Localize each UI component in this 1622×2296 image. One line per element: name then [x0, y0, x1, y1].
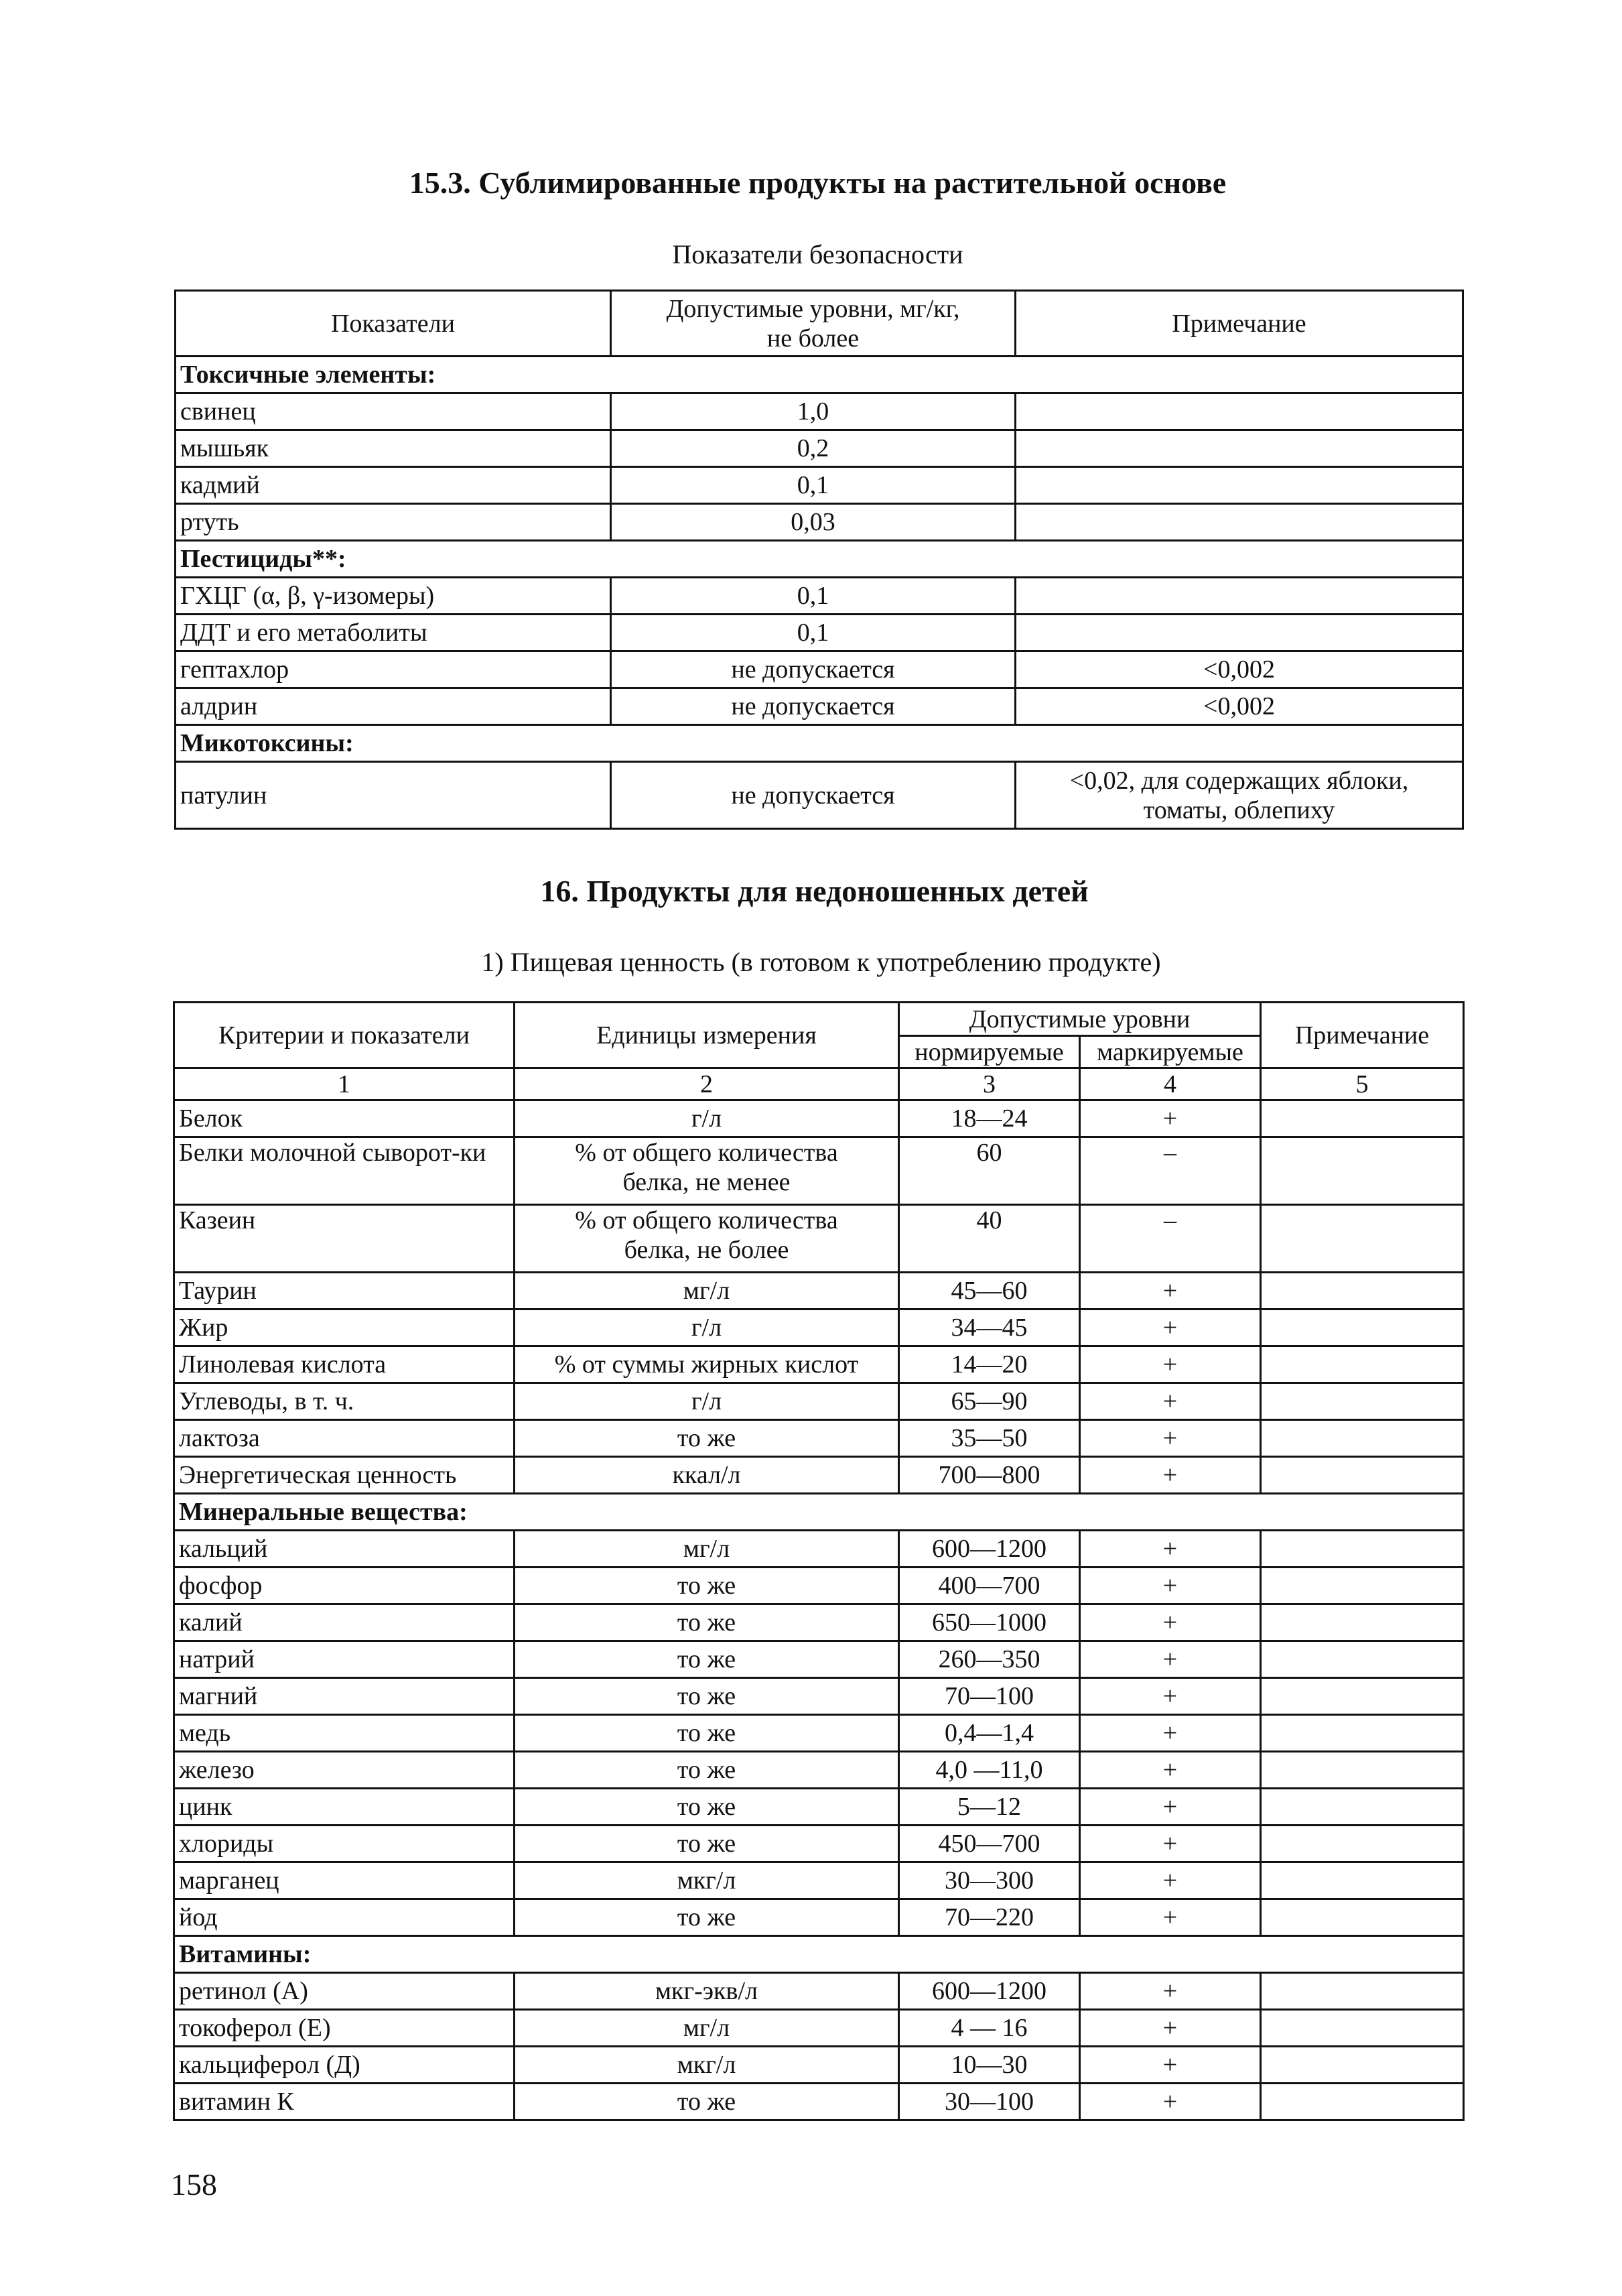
table-header-row [174, 1003, 1464, 1036]
table-row [176, 467, 1463, 504]
table-row [174, 1604, 1464, 1641]
note [1261, 2084, 1464, 2120]
note: <0,02, для содержащих яблоки, томаты, облепиху [1016, 762, 1463, 829]
table-row [176, 578, 1463, 615]
note [1261, 1826, 1464, 1862]
note [1261, 1531, 1464, 1568]
header-permitted-levels: Допустимые уровни, мг/кг, не более [611, 291, 1016, 357]
note [1261, 1346, 1464, 1383]
table-row [174, 1862, 1464, 1899]
group-heading-row [176, 541, 1463, 578]
table-row [174, 2047, 1464, 2084]
indicator-name: Углеводы, в т. ч. [174, 1383, 515, 1420]
unit: мг/л [515, 1273, 899, 1310]
normalized-level: 45—60 [899, 1273, 1080, 1310]
table-row [176, 651, 1463, 688]
indicator-name: магний [174, 1678, 515, 1715]
normalized-level: 34—45 [899, 1310, 1080, 1346]
permitted-level: не допускается [611, 762, 1016, 829]
table-row [174, 1715, 1464, 1752]
permitted-level: 1,0 [611, 393, 1016, 430]
table-row [174, 1457, 1464, 1494]
labeled-mark: + [1080, 1899, 1261, 1936]
table-row [174, 1346, 1464, 1383]
group-heading-row [174, 1494, 1464, 1531]
table-row [174, 1568, 1464, 1604]
labeled-mark: + [1080, 2047, 1261, 2084]
note [1261, 1973, 1464, 2010]
unit: то же [515, 1641, 899, 1678]
table-row [176, 688, 1463, 725]
unit: то же [515, 1789, 899, 1826]
indicator-name: йод [174, 1899, 515, 1936]
header-indicators: Показатели [176, 291, 611, 357]
indicator-name: фосфор [174, 1568, 515, 1604]
note [1261, 1205, 1464, 1273]
labeled-mark: + [1080, 1531, 1261, 1568]
labeled-mark: + [1080, 1457, 1261, 1494]
section-16-subtitle: 1) Пищевая ценность (в готовом к употреблению продукте) [481, 947, 1161, 977]
permitted-level: 0,1 [611, 467, 1016, 504]
indicator-name: Энергетическая ценность [174, 1457, 515, 1494]
unit: г/л [515, 1383, 899, 1420]
note [1261, 1568, 1464, 1604]
safety-indicators-table [174, 290, 1464, 830]
normalized-level: 400—700 [899, 1568, 1080, 1604]
permitted-level: 0,1 [611, 615, 1016, 651]
note [1016, 504, 1463, 541]
indicator-name: калий [174, 1604, 515, 1641]
note [1261, 1457, 1464, 1494]
indicator-name: Жир [174, 1310, 515, 1346]
table-row [174, 1678, 1464, 1715]
indicator-name: кальциферол (Д) [174, 2047, 515, 2084]
table-row [176, 393, 1463, 430]
group-heading: Витамины: [174, 1936, 1464, 1973]
note [1261, 1752, 1464, 1789]
unit: мкг/л [515, 2047, 899, 2084]
note [1261, 1678, 1464, 1715]
table-row [174, 1641, 1464, 1678]
column-number: 3 [899, 1068, 1080, 1100]
unit: то же [515, 1568, 899, 1604]
table-row [174, 1273, 1464, 1310]
note [1261, 1100, 1464, 1137]
indicator-name: ДДТ и его метаболиты [176, 615, 611, 651]
unit: то же [515, 1604, 899, 1641]
normalized-level: 60 [899, 1137, 1080, 1205]
permitted-level: 0,1 [611, 578, 1016, 615]
column-number: 1 [174, 1068, 515, 1100]
labeled-mark: + [1080, 2084, 1261, 2120]
indicator-name: кальций [174, 1531, 515, 1568]
note [1016, 578, 1463, 615]
page-number: 158 [171, 2167, 217, 2202]
unit: то же [515, 1678, 899, 1715]
note: <0,002 [1016, 651, 1463, 688]
unit: г/л [515, 1310, 899, 1346]
unit: мкг-экв/л [515, 1973, 899, 2010]
table-row [176, 615, 1463, 651]
unit: то же [515, 1752, 899, 1789]
indicator-name: лактоза [174, 1420, 515, 1457]
labeled-mark: + [1080, 1973, 1261, 2010]
labeled-mark: + [1080, 1789, 1261, 1826]
normalized-level: 30—300 [899, 1862, 1080, 1899]
group-heading: Токсичные элементы: [176, 357, 1463, 393]
labeled-mark: + [1080, 1826, 1261, 1862]
indicator-name: гептахлор [176, 651, 611, 688]
indicator-name: мышьяк [176, 430, 611, 467]
labeled-mark: + [1080, 1100, 1261, 1137]
column-number-row [174, 1068, 1464, 1100]
indicator-name: ртуть [176, 504, 611, 541]
normalized-level: 40 [899, 1205, 1080, 1273]
labeled-mark: + [1080, 1568, 1261, 1604]
unit: то же [515, 1899, 899, 1936]
normalized-level: 35—50 [899, 1420, 1080, 1457]
indicator-name: токоферол (Е) [174, 2010, 515, 2047]
table-row [174, 1383, 1464, 1420]
normalized-level: 0,4—1,4 [899, 1715, 1080, 1752]
indicator-name: кадмий [176, 467, 611, 504]
labeled-mark: + [1080, 1715, 1261, 1752]
note [1016, 430, 1463, 467]
group-heading: Пестициды**: [176, 541, 1463, 578]
table-header-row [176, 291, 1463, 357]
note [1261, 1715, 1464, 1752]
normalized-level: 650—1000 [899, 1604, 1080, 1641]
labeled-mark: + [1080, 1383, 1261, 1420]
labeled-mark: – [1080, 1205, 1261, 1273]
labeled-mark: + [1080, 1752, 1261, 1789]
unit: г/л [515, 1100, 899, 1137]
labeled-mark: + [1080, 1420, 1261, 1457]
table-row [176, 504, 1463, 541]
normalized-level: 18—24 [899, 1100, 1080, 1137]
note [1261, 2047, 1464, 2084]
table-row [176, 430, 1463, 467]
labeled-mark: + [1080, 1678, 1261, 1715]
indicator-name: витамин К [174, 2084, 515, 2120]
table-row [174, 1100, 1464, 1137]
table-row [174, 2010, 1464, 2047]
table-row [176, 762, 1463, 829]
unit: % от общего количества белка, не более [515, 1205, 899, 1273]
table-row [174, 1899, 1464, 1936]
note [1261, 1383, 1464, 1420]
indicator-name: медь [174, 1715, 515, 1752]
table-row [174, 1205, 1464, 1273]
note [1261, 1789, 1464, 1826]
labeled-mark: + [1080, 1310, 1261, 1346]
indicator-name: Белок [174, 1100, 515, 1137]
normalized-level: 65—90 [899, 1383, 1080, 1420]
group-heading-row [176, 725, 1463, 762]
indicator-name: патулин [176, 762, 611, 829]
unit: мг/л [515, 2010, 899, 2047]
indicator-name: хлориды [174, 1826, 515, 1862]
indicator-name: Линолевая кислота [174, 1346, 515, 1383]
column-number: 5 [1261, 1068, 1464, 1100]
normalized-level: 70—100 [899, 1678, 1080, 1715]
indicator-name: цинк [174, 1789, 515, 1826]
header-permitted-levels: Допустимые уровни [899, 1003, 1261, 1036]
normalized-level: 600—1200 [899, 1973, 1080, 2010]
permitted-level: 0,2 [611, 430, 1016, 467]
normalized-level: 30—100 [899, 2084, 1080, 2120]
note [1261, 1604, 1464, 1641]
normalized-level: 5—12 [899, 1789, 1080, 1826]
section-16-title: 16. Продукты для недоношенных детей [540, 874, 1089, 908]
unit: то же [515, 1420, 899, 1457]
group-heading: Микотоксины: [176, 725, 1463, 762]
labeled-mark: + [1080, 2010, 1261, 2047]
table-row [174, 1137, 1464, 1205]
permitted-level: не допускается [611, 651, 1016, 688]
note [1261, 2010, 1464, 2047]
note [1261, 1899, 1464, 1936]
section-15-3-title: 15.3. Сублимированные продукты на растительной основе [409, 166, 1227, 200]
normalized-level: 4 — 16 [899, 2010, 1080, 2047]
unit: то же [515, 1826, 899, 1862]
permitted-level: 0,03 [611, 504, 1016, 541]
normalized-level: 4,0 —11,0 [899, 1752, 1080, 1789]
header-labeled: маркируемые [1080, 1036, 1261, 1068]
labeled-mark: + [1080, 1346, 1261, 1383]
table-row [174, 1973, 1464, 2010]
unit: мкг/л [515, 1862, 899, 1899]
note [1016, 467, 1463, 504]
table-row [174, 1752, 1464, 1789]
indicator-name: железо [174, 1752, 515, 1789]
indicator-name: Таурин [174, 1273, 515, 1310]
table-row [174, 1531, 1464, 1568]
note: <0,002 [1016, 688, 1463, 725]
header-normalized: нормируемые [899, 1036, 1080, 1068]
nutrition-value-table [173, 1001, 1465, 2121]
table-row [174, 1420, 1464, 1457]
note [1261, 1273, 1464, 1310]
labeled-mark: + [1080, 1641, 1261, 1678]
permitted-level: не допускается [611, 688, 1016, 725]
group-heading: Минеральные вещества: [174, 1494, 1464, 1531]
note [1016, 393, 1463, 430]
normalized-level: 70—220 [899, 1899, 1080, 1936]
indicator-name: ретинол (А) [174, 1973, 515, 2010]
group-heading-row [174, 1936, 1464, 1973]
unit: ккал/л [515, 1457, 899, 1494]
normalized-level: 600—1200 [899, 1531, 1080, 1568]
note [1261, 1137, 1464, 1205]
indicator-name: Казеин [174, 1205, 515, 1273]
labeled-mark: + [1080, 1862, 1261, 1899]
note [1261, 1310, 1464, 1346]
indicator-name: свинец [176, 393, 611, 430]
unit: % от суммы жирных кислот [515, 1346, 899, 1383]
table-row [174, 1789, 1464, 1826]
note [1261, 1420, 1464, 1457]
unit: то же [515, 1715, 899, 1752]
header-units: Единицы измерения [515, 1003, 899, 1068]
normalized-level: 260—350 [899, 1641, 1080, 1678]
indicator-name: алдрин [176, 688, 611, 725]
indicator-name: Белки молочной сыворот-ки [174, 1137, 515, 1205]
column-number: 2 [515, 1068, 899, 1100]
group-heading-row [176, 357, 1463, 393]
normalized-level: 700—800 [899, 1457, 1080, 1494]
labeled-mark: + [1080, 1273, 1261, 1310]
normalized-level: 10—30 [899, 2047, 1080, 2084]
unit: % от общего количества белка, не менее [515, 1137, 899, 1205]
note [1261, 1862, 1464, 1899]
column-number: 4 [1080, 1068, 1261, 1100]
unit: мг/л [515, 1531, 899, 1568]
indicator-name: ГХЦГ (α, β, γ-изомеры) [176, 578, 611, 615]
section-15-3-subtitle: Показатели безопасности [672, 239, 963, 269]
unit: то же [515, 2084, 899, 2120]
header-criteria: Критерии и показатели [174, 1003, 515, 1068]
table-row [174, 2084, 1464, 2120]
note [1016, 615, 1463, 651]
header-note: Примечание [1016, 291, 1463, 357]
normalized-level: 14—20 [899, 1346, 1080, 1383]
header-note: Примечание [1261, 1003, 1464, 1068]
note [1261, 1641, 1464, 1678]
table-row [174, 1826, 1464, 1862]
table-row [174, 1310, 1464, 1346]
normalized-level: 450—700 [899, 1826, 1080, 1862]
labeled-mark: – [1080, 1137, 1261, 1205]
labeled-mark: + [1080, 1604, 1261, 1641]
indicator-name: натрий [174, 1641, 515, 1678]
indicator-name: марганец [174, 1862, 515, 1899]
